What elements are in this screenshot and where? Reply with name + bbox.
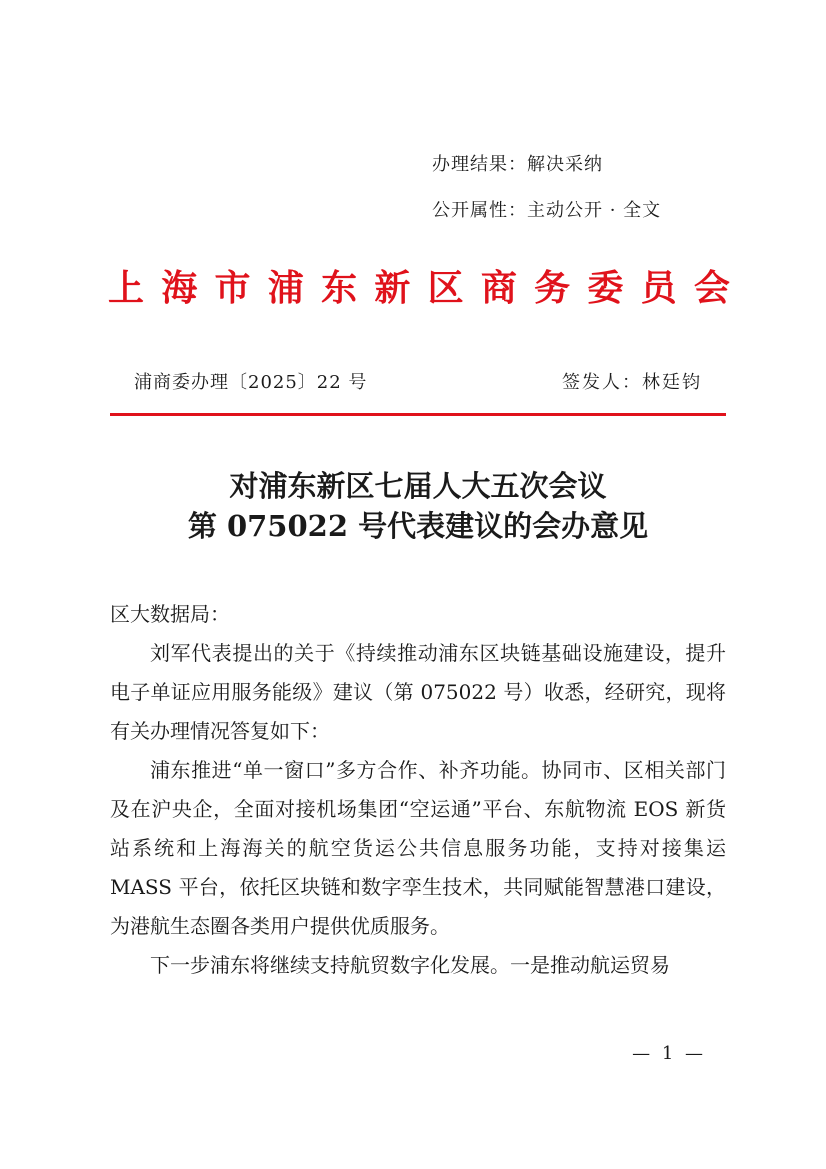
org-char: 务	[534, 267, 571, 309]
issuing-organization-header	[108, 264, 730, 312]
org-char: 商	[480, 267, 517, 309]
disclosure-attribute: 公开属性：主动公开 · 全文	[432, 200, 662, 221]
org-char: 海	[161, 267, 198, 309]
org-char: 上	[108, 267, 145, 309]
org-char: 委	[587, 267, 624, 309]
org-char: 浦	[267, 267, 304, 309]
document-title-line-1: 对浦东新区七届人大五次会议	[229, 469, 607, 503]
salutation: 区大数据局：	[110, 602, 230, 626]
processing-result: 办理结果：解决采纳	[432, 154, 603, 175]
page-number: — 1 —	[632, 1043, 706, 1064]
body-paragraph: 刘军代表提出的关于《持续推动浦东区块链基础设施建设，提升电子单证应用服务能级》建议（第 075022 号）收悉，经研究，现将有关办理情况答复如下：	[110, 641, 726, 743]
org-char: 东	[321, 267, 358, 309]
body-paragraph: 下一步浦东将继续支持航贸数字化发展。一是推动航运贸易	[150, 953, 670, 977]
org-char: 市	[214, 267, 251, 309]
red-divider-line	[110, 413, 726, 416]
document-title-line-2: 第 075022 号代表建议的会办意见	[187, 509, 649, 543]
org-char: 新	[374, 267, 411, 309]
org-char: 会	[693, 267, 730, 309]
org-char: 区	[427, 267, 464, 309]
body-paragraph: 浦东推进“单一窗口”多方合作、补齐功能。协同市、区相关部门及在沪央企，全面对接机场集团“空运通”平台、东航物流 EOS 新货站系统和上海海关的航空货运公共信息服务功能，支持对接集运 MASS 平台，依托区块链和数字孪生技术，共同赋能智慧港口建设，为港航生态圈各类用户提供优质服务。	[110, 758, 726, 938]
signer: 签发人：林廷钧	[562, 372, 702, 393]
document-number: 浦商委办理〔2025〕22 号	[134, 372, 368, 393]
document-body	[110, 595, 726, 985]
org-char: 员	[640, 267, 677, 309]
